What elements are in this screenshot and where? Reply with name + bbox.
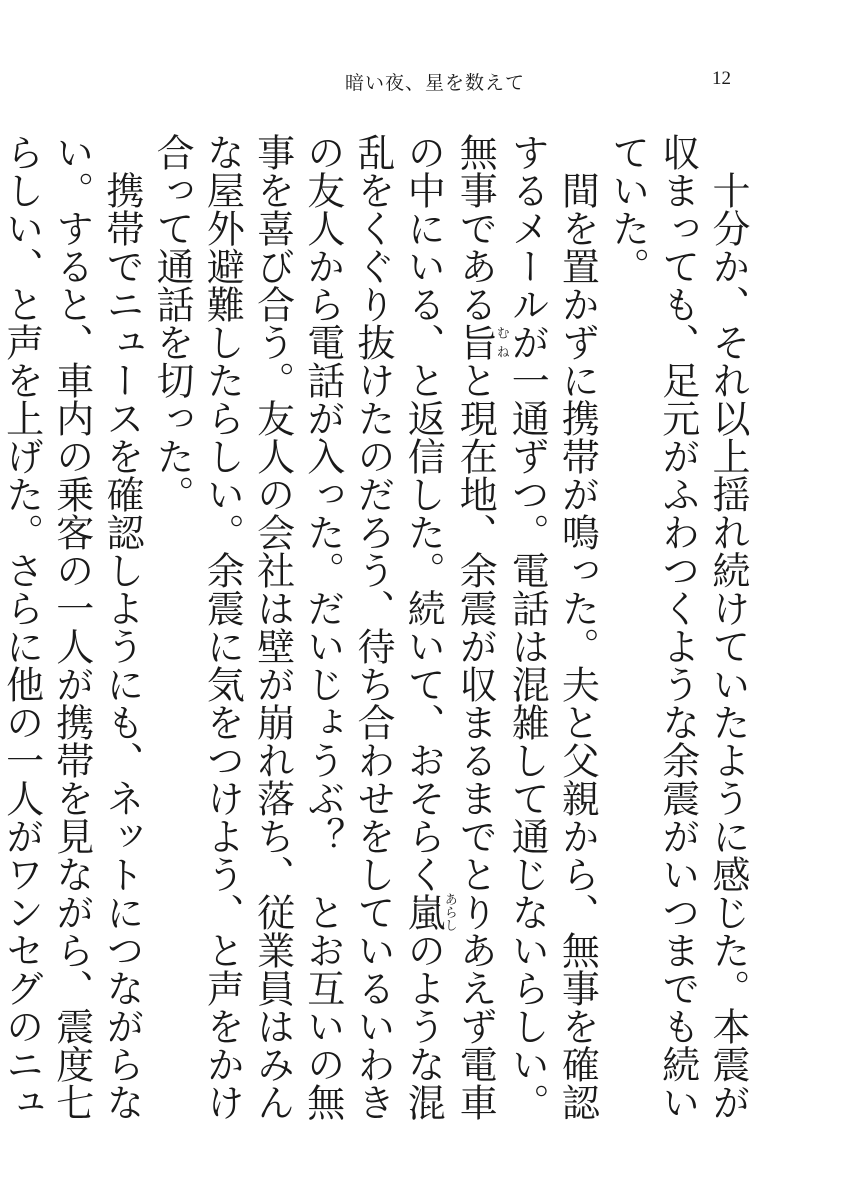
ruby-base-mune: 旨 (453, 323, 498, 361)
page-header (0, 68, 841, 98)
page-number: 12 (712, 68, 731, 89)
ruby-base-arashi: 嵐 (401, 892, 446, 932)
paragraph-2-part-c: のような混乱をくぐり抜けたのだろう、待ち合わせをしているいわきの友人から電話が入った。だいじょうぶ？ とお互いの無事を喜び合う。友人の会社は壁が崩れ落ち、従業員はみんな屋外避難したらしい。余震に気をつけよう、と声をかけ合って通話を切った。 (150, 133, 446, 1121)
ruby-arashi (401, 892, 457, 932)
ruby-reading-mune: むね (493, 323, 509, 361)
paragraph-2 (147, 133, 602, 1143)
vertical-body-text (0, 133, 753, 1143)
paragraph-2-part-a: 間を置かずに携帯が鳴った。夫と父親から、無事を確認するメールが一通ずつ。電話は混雑して通じないらしい。無事である (453, 133, 600, 1121)
running-title: 暗い夜、星を数えて (345, 72, 526, 94)
ruby-reading-arashi: あらし (441, 892, 457, 932)
paragraph-3: 携帯でニュースを確認しようにも、ネットにつながらない。すると、車内の乗客の一人が携帯を見ながら、震度七らしい、と声を上げた。さらに他の一人がワンセグのニュ (0, 133, 144, 1121)
ruby-mune (453, 323, 509, 361)
paragraph-1: 十分か、それ以上揺れ続けていたように感じた。本震が収まっても、足元がふわつくような余震がいつまでも続いていた。 (605, 133, 750, 1121)
paragraph-2-part-b: と現在地、余震が収まるまでとりあえず電車の中にいる、と返信した。続いて、おそらく (401, 133, 498, 1121)
